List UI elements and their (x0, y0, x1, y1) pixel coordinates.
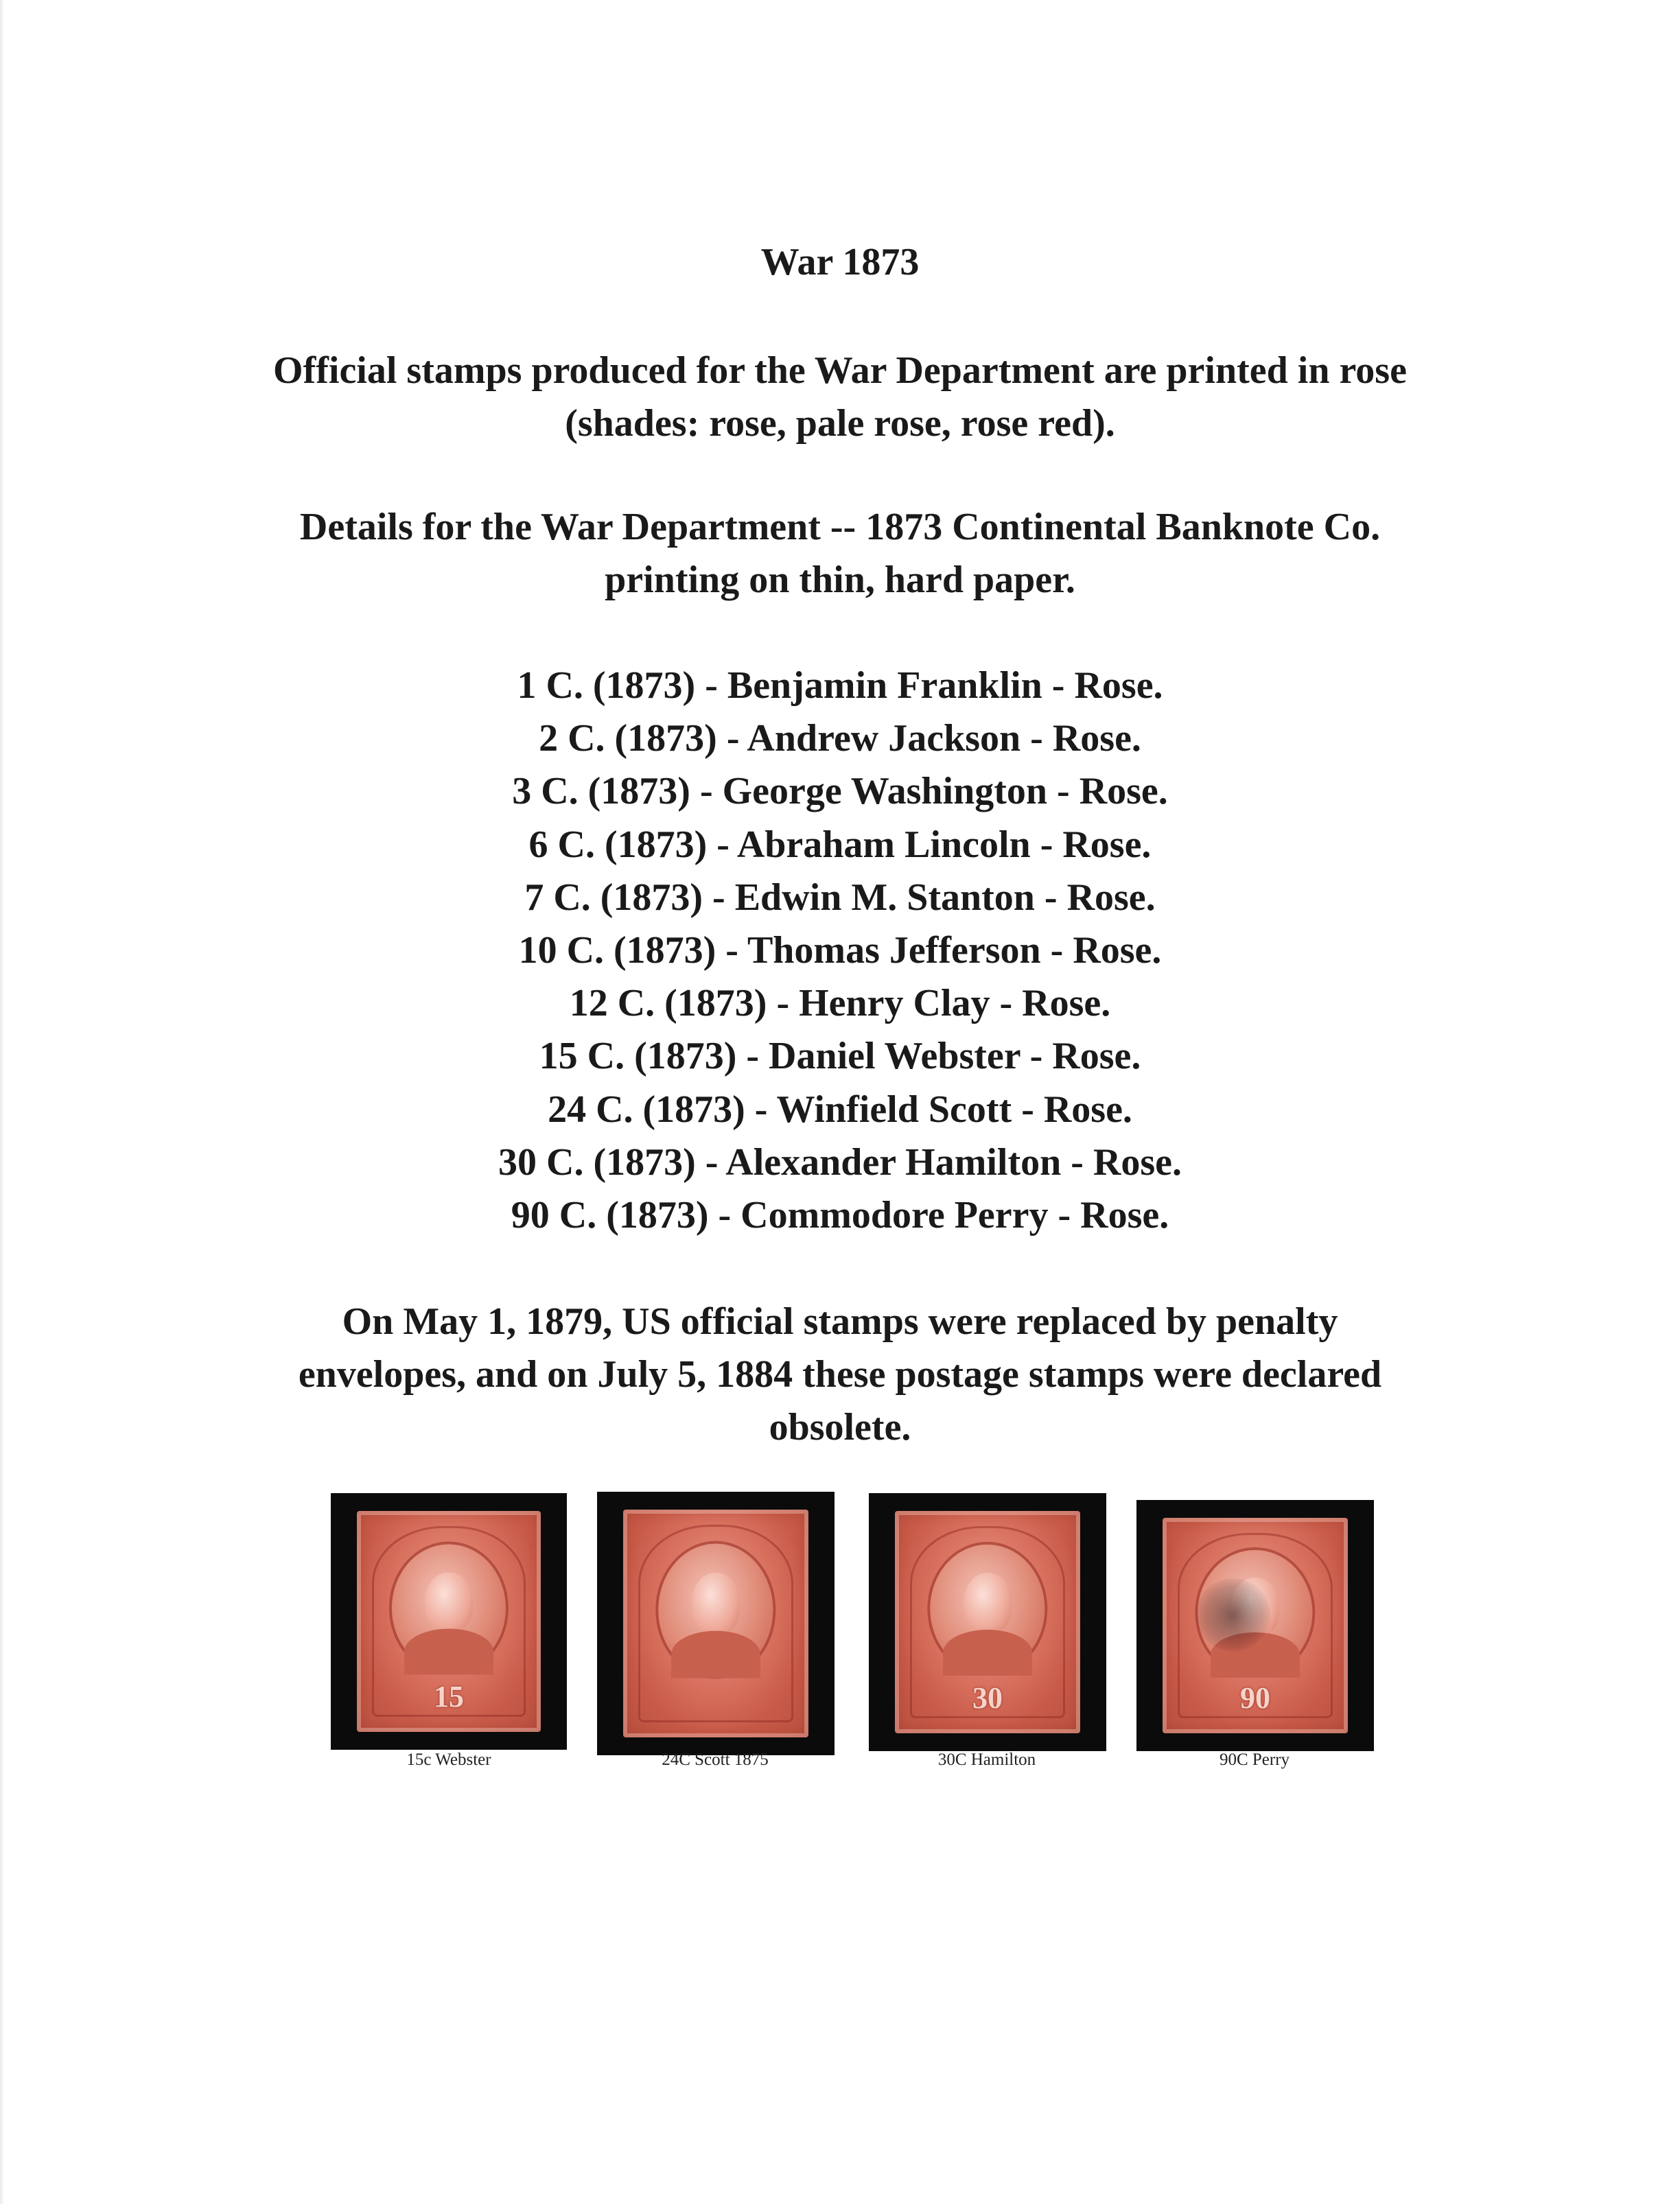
list-item: 2 C. (1873) - Andrew Jackson - Rose. (539, 717, 1141, 760)
postmark-cancel (1196, 1578, 1270, 1652)
closing-line-3: obsolete. (769, 1406, 911, 1449)
stamp-caption: 24C Scott 1875 (662, 1750, 769, 1769)
stamp-mount-perry (1136, 1500, 1374, 1751)
intro-line-2: (shades: rose, pale rose, rose red). (565, 402, 1115, 445)
intro-paragraph (137, 344, 1543, 450)
portrait-head (964, 1573, 1012, 1634)
portrait-bust (404, 1629, 493, 1675)
list-item: 3 C. (1873) - George Washington - Rose. (512, 770, 1168, 813)
portrait-bust (671, 1631, 761, 1678)
portrait-head (692, 1573, 740, 1636)
stamp-image (895, 1511, 1080, 1733)
list-item: 24 C. (1873) - Winfield Scott - Rose. (548, 1088, 1132, 1131)
stamp-caption: 15c Webster (406, 1750, 491, 1769)
stamp-caption: 90C Perry (1219, 1750, 1290, 1769)
list-item: 15 C. (1873) - Daniel Webster - Rose. (539, 1035, 1141, 1078)
stamp-mount-hamilton (869, 1493, 1106, 1751)
stamp-image (1163, 1518, 1348, 1733)
list-item: 7 C. (1873) - Edwin M. Stanton - Rose. (524, 876, 1156, 919)
details-paragraph (137, 501, 1543, 607)
stamp-caption: 30C Hamilton (937, 1750, 1036, 1769)
stamp-portrait-oval (930, 1545, 1045, 1674)
closing-line-1: On May 1, 1879, US official stamps were replaced by penalty (342, 1300, 1338, 1343)
list-item: 6 C. (1873) - Abraham Lincoln - Rose. (528, 823, 1152, 866)
intro-line-1: Official stamps produced for the War Department are printed in rose (273, 349, 1407, 392)
stamp-denomination: 90 (1240, 1681, 1270, 1715)
stamp-mount-webster (331, 1493, 567, 1750)
stamp-portrait-oval (392, 1544, 506, 1672)
stamp-image (357, 1511, 541, 1732)
details-line-1: Details for the War Department -- 1873 Continental Banknote Co. (299, 506, 1381, 548)
list-item: 90 C. (1873) - Commodore Perry - Rose. (511, 1194, 1169, 1237)
stamp-image (623, 1510, 808, 1737)
list-item: 12 C. (1873) - Henry Clay - Rose. (569, 982, 1111, 1025)
details-line-2: printing on thin, hard paper. (605, 559, 1075, 601)
list-item: 10 C. (1873) - Thomas Jefferson - Rose. (518, 929, 1162, 972)
stamp-mount-scott (597, 1492, 835, 1755)
stamp-portrait-oval (658, 1544, 773, 1676)
portrait-head (425, 1572, 473, 1634)
closing-line-2: envelopes, and on July 5, 1884 these postage stamps were declared (298, 1353, 1382, 1396)
closing-paragraph (137, 1296, 1543, 1454)
list-item: 1 C. (1873) - Benjamin Franklin - Rose. (517, 664, 1163, 707)
stamp-list (0, 659, 1680, 1242)
stamp-denomination: 30 (972, 1681, 1003, 1715)
stamp-denomination: 15 (434, 1680, 464, 1713)
page-title: War 1873 (760, 241, 920, 283)
list-item: 30 C. (1873) - Alexander Hamilton - Rose. (498, 1140, 1182, 1184)
portrait-bust (943, 1630, 1033, 1676)
